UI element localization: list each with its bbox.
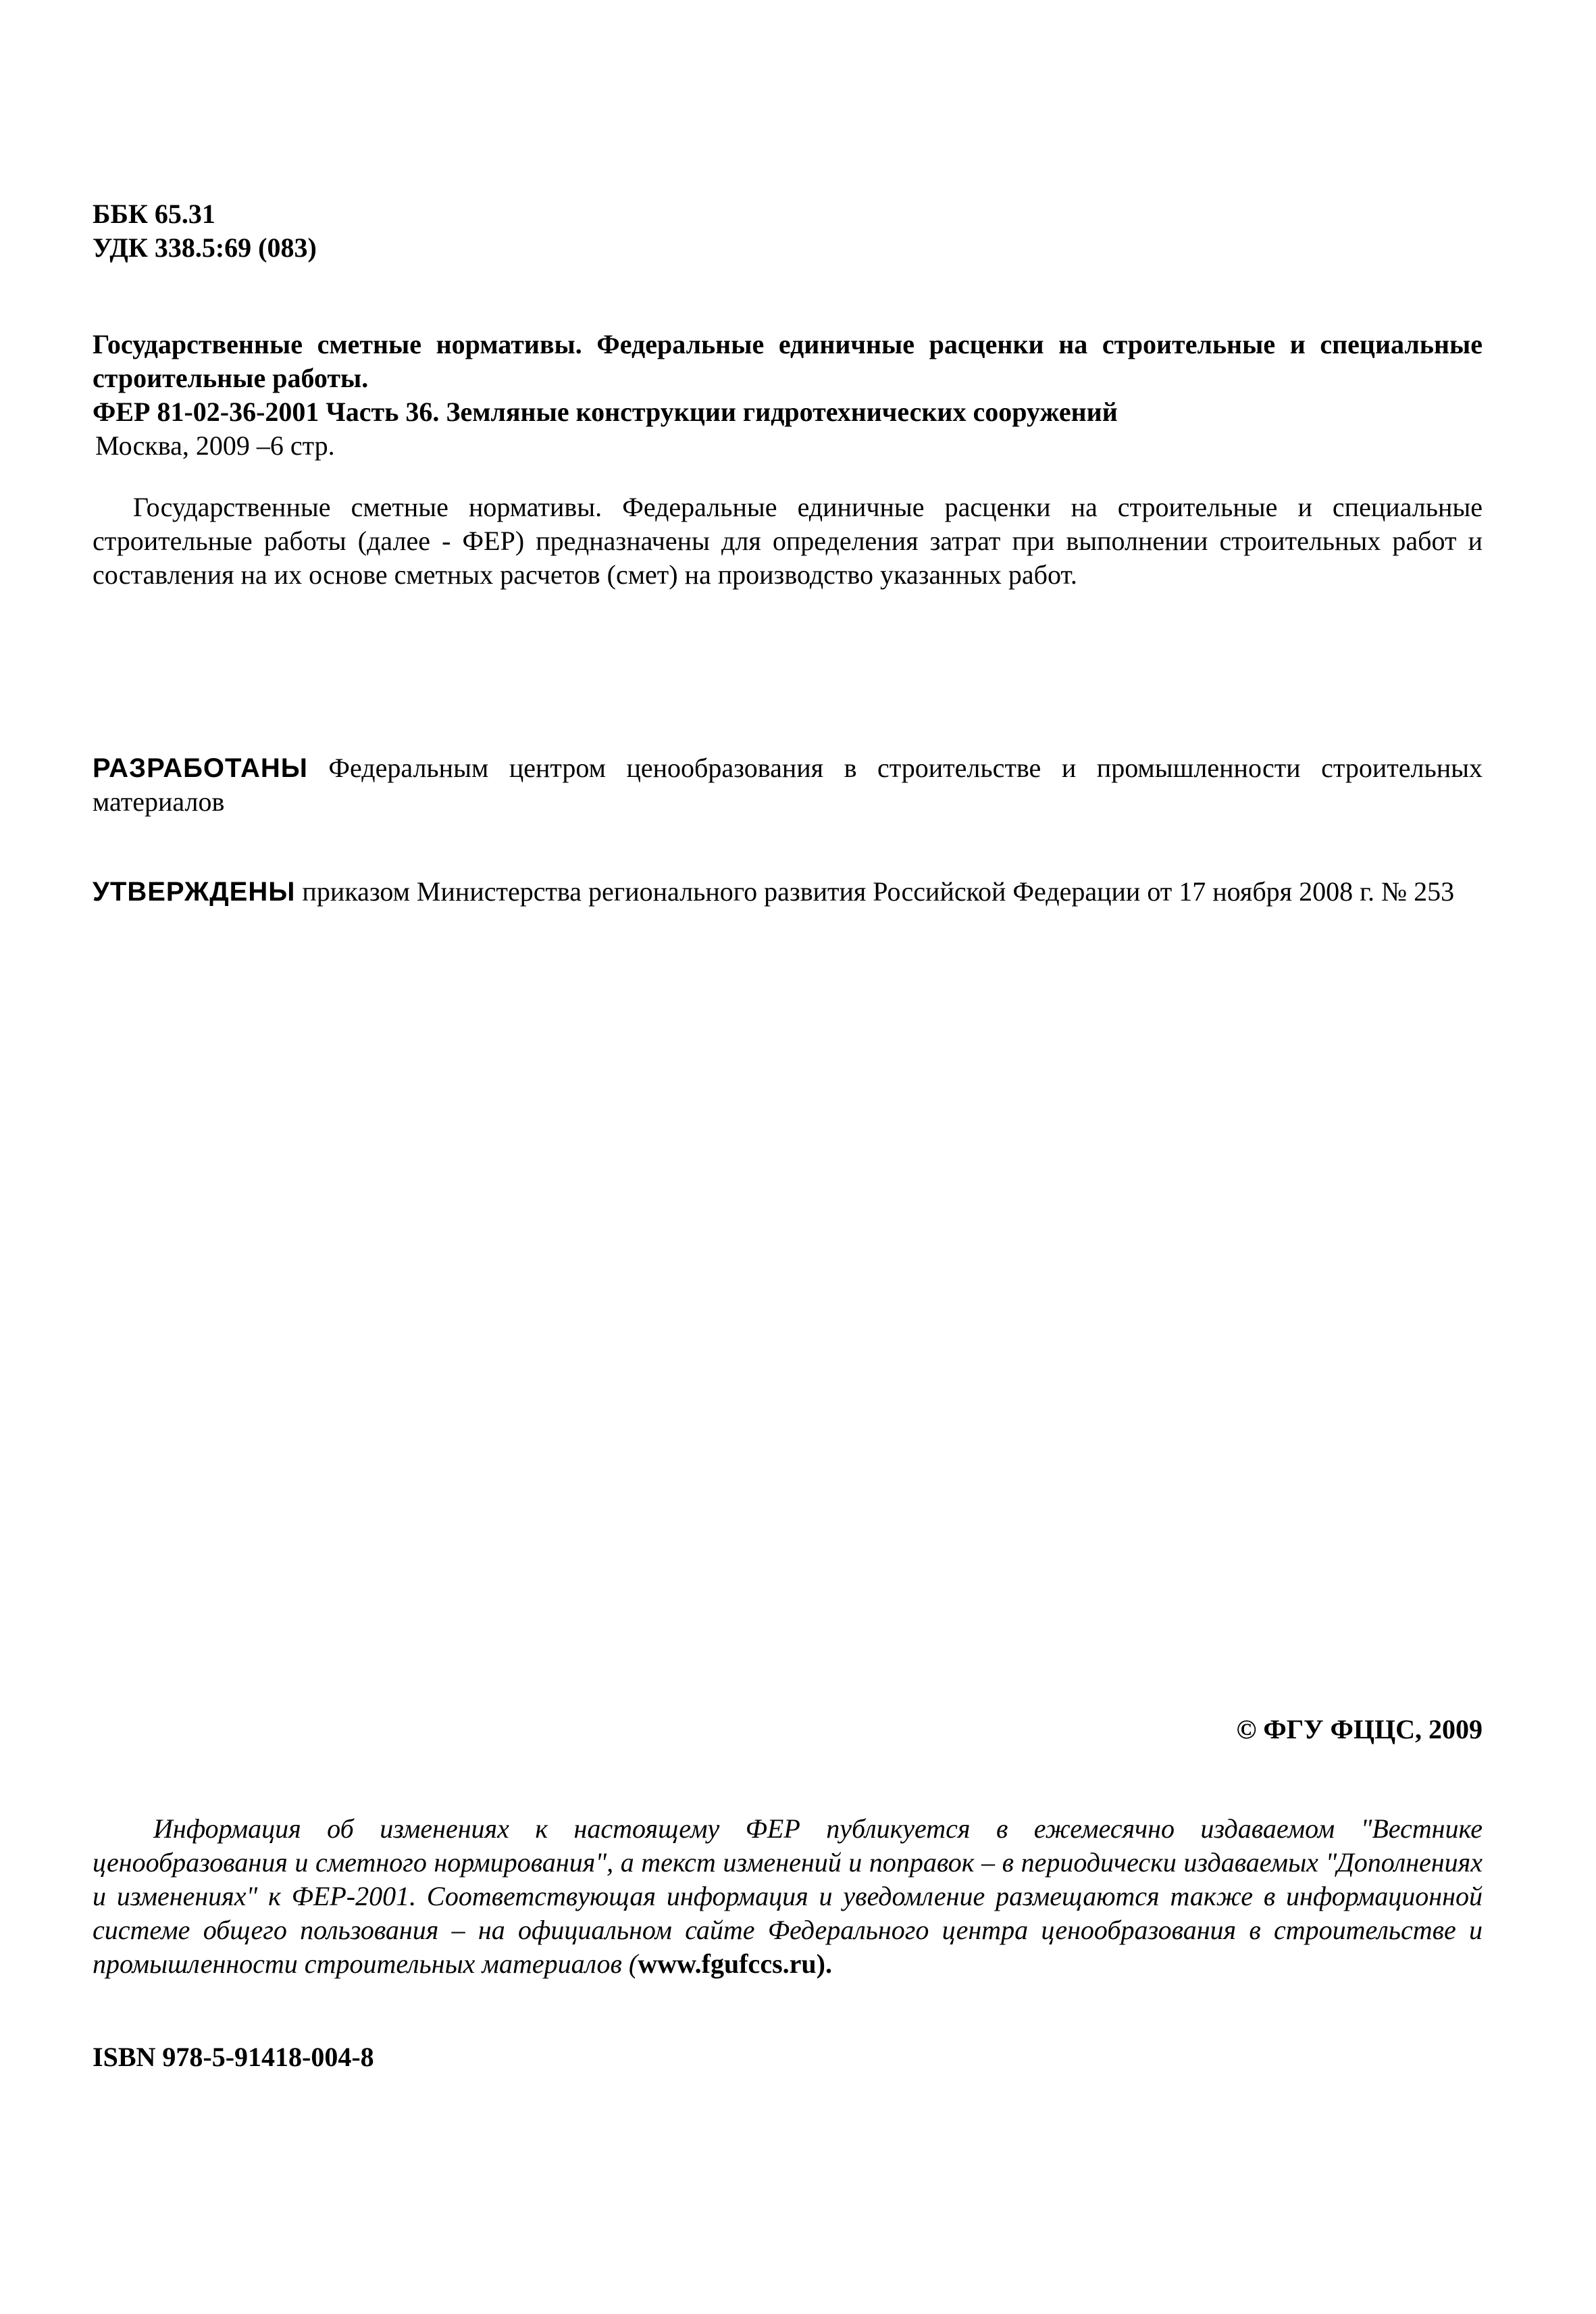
abstract-paragraph: Государственные сметные нормативы. Федеральные единичные расценки на строительные и специальные строительные работы (далее - ФЕР) предназначены для определения затрат при выполнении строительных работ и составления на их основе сметных расчетов (смет) на производство указанных работ. (93, 492, 1483, 590)
isbn-number: ISBN 978-5-91418-004-8 (93, 2042, 374, 2072)
developed-label: РАЗРАБОТАНЫ (93, 753, 308, 783)
udk-code: УДК 338.5:69 (083) (93, 232, 317, 263)
bbk-code: ББК 65.31 (93, 199, 215, 229)
publication-info: Москва, 2009 –6 стр. (95, 430, 335, 461)
approved-label: УТВЕРЖДЕНЫ (93, 877, 296, 907)
title-line-1: Государственные сметные нормативы. Федеральные единичные расценки на строительные и специальные (93, 329, 1483, 359)
website-link[interactable]: www.fgufccs.ru (638, 1948, 817, 1979)
bibliographic-codes (93, 197, 1483, 265)
copyright-notice: © ФГУ ФЦЦС, 2009 (1236, 1714, 1483, 1744)
title-line-2: строительные работы. (93, 363, 369, 393)
info-suffix: ). (816, 1948, 832, 1979)
developed-text: Федеральным центром ценообразования в строительстве и промышленности строительных материалов (93, 753, 1483, 817)
approved-by-paragraph (93, 875, 1483, 909)
title-line-3: ФЕР 81-02-36-2001 Часть 36. Земляные конструкции гидротехнических сооружений (93, 397, 1118, 427)
changes-info-paragraph (93, 1812, 1483, 1981)
info-text: Информация об изменениях к настоящему ФЕР публикуется в ежемесячно издаваемом "Вестнике ценообразования и сметного нормирования", а текст изменений и поправок – в периодически издаваемых "Дополнениях и изменениях" к ФЕР-2001. Соответствующая информация и уведомление размещаются также в информационной системе общего пользования – на официальном сайте Федерального центра ценообразования в строительстве и промышленности строительных материалов ( (93, 1813, 1483, 1979)
approved-text: приказом Министерства регионального развития Российской Федерации от 17 ноября 2008 г. № 253 (295, 876, 1455, 907)
document-title-block (93, 328, 1483, 463)
developed-by-paragraph (93, 751, 1483, 819)
